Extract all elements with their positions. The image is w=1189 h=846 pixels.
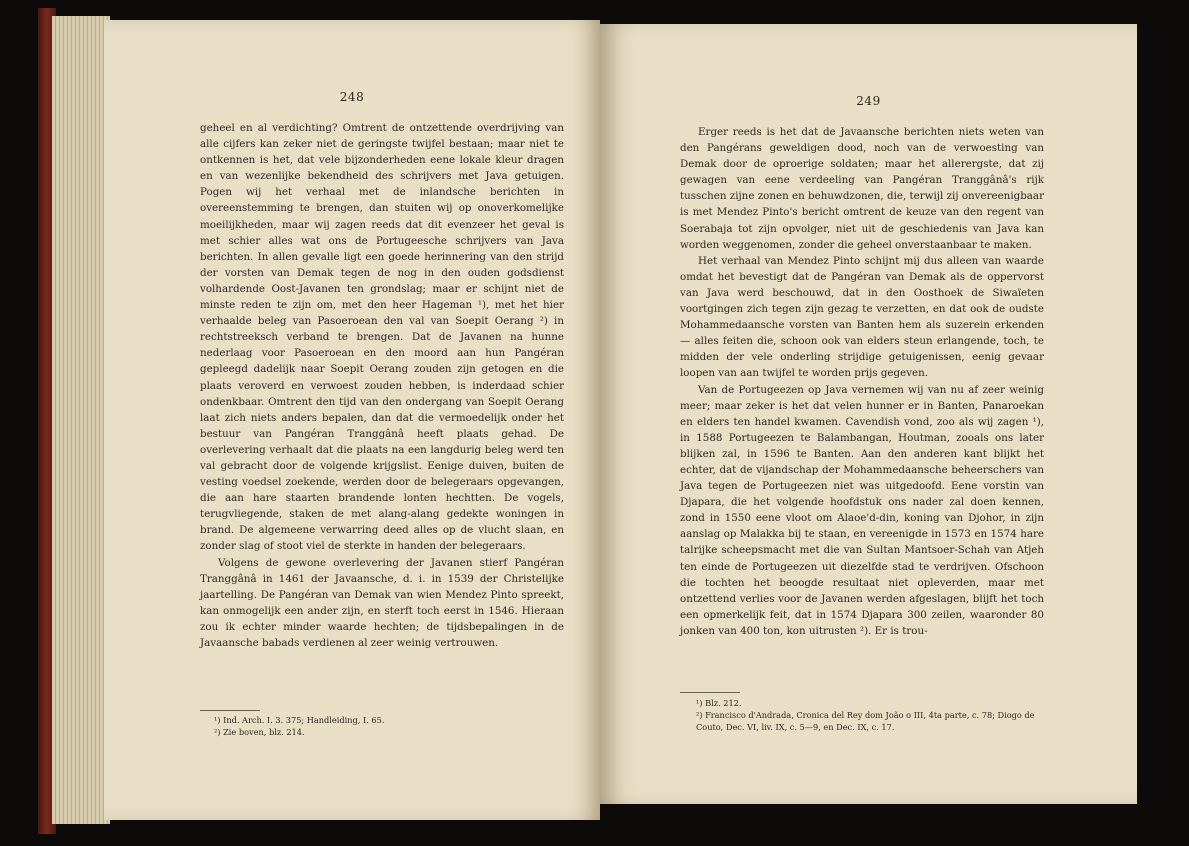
right-footnote-rule	[680, 692, 740, 693]
left-paragraph: geheel en al verdichting? Omtrent de ontzettende overdrijving van alle cijfers kan zeker niet de geringste twijfel bestaan; maar niet te ontkennen is het, dat vele bijzonderheden eene lokale kleur dragen en van wezenlijke bekendheid des schrijvers met Java getuigen. Pogen wij het verhaal met de inlandsche berichten in overeenstemming te brengen, dan stuiten wij op onoverkomelijke moeilijkheden, maar wij zagen reeds dat dit evenzeer het geval is met schier alles wat ons de Portugeesche schrijvers van Java berichten. In allen gevalle ligt een goede herinnering van den strijd der vorsten van Demak tegen de nog in den ouden godsdienst volhardende Oost-Javanen ten grondslag; maar er schijnt niet de minste reden te zijn om, met den heer Hageman ¹), met het hier verhaalde beleg van Pasoeroean den val van Soepit Oerang ²) in rechtstreeksch verband te brengen. Dat de Javanen na hunne nederlaag voor Pasoeroean en den moord aan hun Pangéran gepleegd dadelijk naar Soepit Oerang zouden zijn getogen en die plaats veroverd en verwoest zouden hebben, is inderdaad schier ondenkbaar. Omtrent den tijd van den ondergang van Soepit Oerang laat zich niets anders bepalen, dan dat die vermoedelijk onder het bestuur van Pangéran Tranggânâ heeft plaats gehad. De overlevering verhaalt dat die plaats na een langdurig beleg werd ten val gebracht door de volgende krijgslist. Eenige duiven, buiten de vesting voedsel zoekende, werden door de belegeraars opgevangen, die aan hare staarten brandende lonten hechtten. De vogels, terugvliegende, staken de met alang-alang gedekte woningen in brand. De algemeene verwarring deed alles op de vlucht slaan, en zonder slag of stoot viel de sterkte in handen der belegeraars.	[200, 122, 564, 553]
right-paragraph: Erger reeds is het dat de Javaansche berichten niets weten van den Pangérans geweldigen dood, noch van de verwoesting van Demak door de oproerige soldaten; maar het allerergste, dat zij gewagen van eene verdeeling van Pangéran Tranggânâ's rijk tusschen zijne zonen en behuwdzonen, die, terwijl zij onvereenigbaar is met Mendez Pinto's bericht omtrent de keuze van den regent van Soerabaja tot zijn opvolger, niet uit de geschiedenis van Java kan worden weggenomen, zonder die geheel onverstaanbaar te maken.	[680, 126, 1044, 251]
left-page	[104, 20, 600, 820]
right-page	[600, 24, 1137, 804]
left-body-text	[200, 120, 564, 651]
left-paragraph: Volgens de gewone overlevering der Javanen stierf Pangéran Tranggânâ in 1461 der Javaansche, d. i. in 1539 der Christelijke jaartelling. De Pangéran van Demak van wien Mendez Pinto spreekt, kan onmogelijk een ander zijn, en sterft toch eerst in 1546. Hieraan zou ik echter minder waarde hechten; de tijdsbepalingen in de Javaansche babads verdienen al zeer weinig vertrouwen.	[200, 556, 564, 649]
left-footnote: ¹) Ind. Arch. I. 3. 375; Handleiding, I. 65.	[214, 715, 385, 725]
right-footnote: ²) Francisco d'Andrada, Cronica del Rey dom João o III, 4ta parte, c. 78; Diogo de Couto, Dec. VI, liv. IX, c. 5—9, en Dec. IX, c. 17.	[696, 710, 1035, 732]
right-paragraph: Van de Portugeezen op Java vernemen wij van nu af zeer weinig meer; maar zeker is het dat velen hunner er in Banten, Panaroekan en elders ten handel kwamen. Cavendish vond, zoo als wij zagen ¹), in 1588 Portugeezen te Balambangan, Houtman, zooals ons later blijken zal, in 1596 te Banten. Aan den anderen kant blijkt het echter, dat de vijandschap der Mohammedaansche beheerschers van Java tegen de Portugeezen niet was uitgedoofd. Eene vorstin van Djapara, die het volgende hoofdstuk ons nader zal doen kennen, zond in 1550 eene vloot om Alaoe'd-din, koning van Djohor, in zijn aanslag op Malakka bij te staan, en vereenigde in 1573 en 1574 hare talrijke scheepsmacht met die van Sultan Mantsoer-Schah van Atjeh ten einde de Portugeezen uit diezelfde stad te verdrijven. Ofschoon die tochten het beoogde resultaat niet opleverden, maar met ontzettend verlies voor de Javanen werden afgeslagen, blijft het toch een opmerkelijk feit, dat in 1574 Djapara 300 zeilen, waaronder 80 jonken van 400 ton, kon uitrusten ²). Er is trou-	[680, 383, 1044, 637]
right-footnotes	[696, 697, 1046, 733]
left-footnotes	[214, 714, 564, 738]
right-footnote: ¹) Blz. 212.	[696, 698, 742, 708]
page-edges	[52, 16, 110, 824]
left-footnote-rule	[200, 710, 260, 711]
left-footnote: ²) Zie boven, blz. 214.	[214, 727, 305, 737]
right-body-text	[680, 124, 1044, 639]
left-page-number: 248	[339, 90, 365, 104]
right-paragraph: Het verhaal van Mendez Pinto schijnt mij dus alleen van waarde omdat het bevestigt dat de Pangéran van Demak als de oppervorst van Java werd beschouwd, dat in den Oosthoek de Siwaïeten voortgingen zich tegen zijn gezag te verzetten, en dat ook de oudste Mohammedaansche vorsten van Banten hem als suzerein erkenden — alles feiten die, schoon ook van elders steun erlangende, toch, te midden der vele onderling strijdige getuigenissen, eenig gevaar loopen van aan twijfel te worden prijs gegeven.	[680, 254, 1044, 380]
right-page-number: 249	[856, 94, 881, 108]
